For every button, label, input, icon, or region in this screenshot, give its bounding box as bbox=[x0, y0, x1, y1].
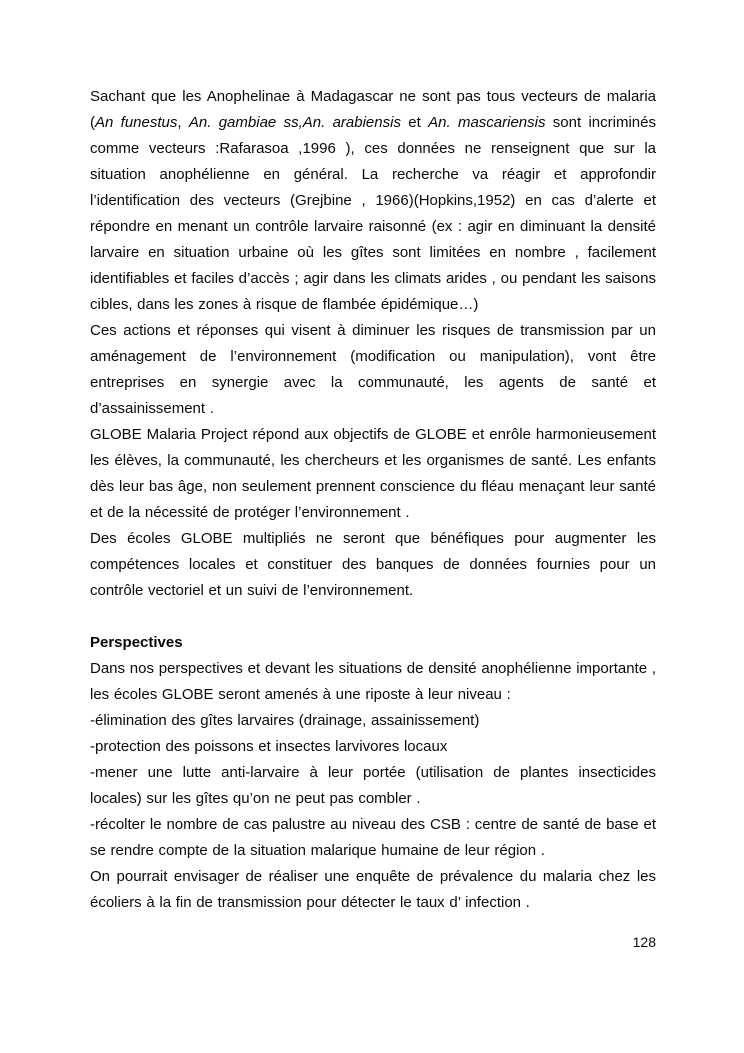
text-run: Sachant que les Anophelinae à Madagascar ne sont pas tous vecteurs de malaria ( bbox=[90, 88, 656, 131]
text-run: et bbox=[400, 114, 429, 131]
paragraph-2: Ces actions et réponses qui visent à diminuer les risques de transmission par un aménagement de l’environnement (modification ou manipulation), vont être entreprises en synergie avec la communauté, les agents de santé et d’assainissement . bbox=[90, 322, 656, 417]
list-item-lutte-antilarvaire: -mener une lutte anti-larvaire à leur portée (utilisation de plantes insecticides locales) sur les gîtes qu’on ne peut pas combler . bbox=[90, 764, 656, 807]
list-item-protection: -protection des poissons et insectes larvivores locaux bbox=[90, 738, 448, 755]
paragraph-3: GLOBE Malaria Project répond aux objectifs de GLOBE et enrôle harmonieusement les élèves, la communauté, les chercheurs et les organismes de santé. Les enfants dès leur bas âge, non seulement prennent conscience du fléau menaçant leur santé et de la nécessité de protéger l’environnement . bbox=[90, 426, 656, 521]
paragraph-4: Des écoles GLOBE multipliés ne seront que bénéfiques pour augmenter les compétences locales et constituer des banques de données fournies pour un contrôle vectoriel et un suivi de l’environnement. bbox=[90, 530, 656, 599]
text-run-italic-species: An. mascariensis bbox=[428, 114, 546, 131]
section-heading-perspectives: Perspectives bbox=[90, 634, 183, 651]
paragraph-5: Dans nos perspectives et devant les situations de densité anophélienne importante , les écoles GLOBE seront amenés à une riposte à leur niveau : bbox=[90, 660, 656, 703]
list-item-elimination: -élimination des gîtes larvaires (drainage, assainissement) bbox=[90, 712, 480, 729]
list-item-recolte-cas: -récolter le nombre de cas palustre au niveau des CSB : centre de santé de base et se rendre compte de la situation malarique humaine de leur région . bbox=[90, 816, 656, 859]
paragraph-6: On pourrait envisager de réaliser une enquête de prévalence du malaria chez les écoliers à la fin de transmission pour détecter le taux d’ infection . bbox=[90, 868, 656, 911]
page-number: 128 bbox=[632, 934, 656, 950]
text-run: sont incriminés comme vecteurs :Rafarasoa ,1996 ), ces données ne renseignent que sur la situation anophélienne en général. La recherche va réagir et approfondir l’identification des vecteurs (Grejbine , 1966)(Hopkins,1952) en cas d’alerte et répondre en menant un contrôle larvaire raisonné (ex : agir en diminuant la densité larvaire en situation urbaine où les gîtes sont limitées en nombre , facilement identifiables et faciles d’accès ; agir dans les climats arides , ou pendant les saisons cibles, dans les zones à risque de flambée épidémique…) bbox=[90, 114, 656, 313]
text-run-italic-species: An. gambiae ss,An. arabiensis bbox=[188, 114, 401, 131]
paragraph-1 bbox=[90, 84, 656, 318]
text-run: , bbox=[177, 114, 189, 131]
text-run-italic-species: An funestus bbox=[95, 114, 178, 131]
